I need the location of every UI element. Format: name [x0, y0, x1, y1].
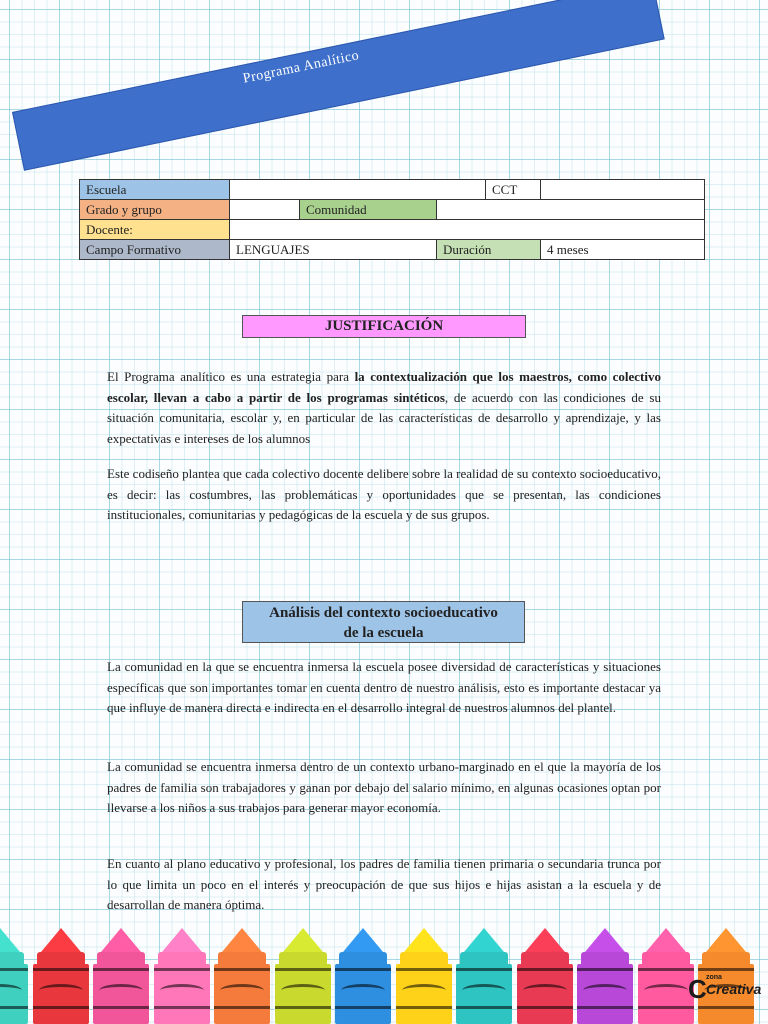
crayon — [517, 928, 573, 1024]
crayon — [335, 928, 391, 1024]
crayon — [456, 928, 512, 1024]
cct-label: CCT — [486, 180, 541, 200]
escuela-label: Escuela — [80, 180, 230, 200]
analisis-paragraph-3: En cuanto al plano educativo y profesional, los padres de familia tienen primaria o secundaria trunca por lo que limita un poco en el interés y preocupación de que sus hijos e hijas asistan a la escuela y de desarrollan de manera óptima. — [107, 856, 661, 913]
paragraph-text: , de acuerdo con las condiciones de su situación comunitaria, escolar y, en particular de las características de desarrollo y aprendizaje, y las expectativas e intereses de los alumnos — [107, 389, 661, 447]
crayon-border — [0, 928, 768, 1024]
campo-value: LENGUAJES — [230, 240, 437, 260]
crayon — [0, 928, 28, 1024]
banner-title: Programa Analítico — [241, 48, 361, 87]
logo-creativa-text: Creativa — [706, 981, 762, 997]
analisis-heading-line1: Análisis del contexto socioeducativo — [269, 605, 498, 621]
crayon — [638, 928, 694, 1024]
grado-value — [230, 200, 300, 220]
duracion-value: 4 meses — [541, 240, 705, 260]
school-info-table — [79, 179, 705, 260]
analisis-paragraph-1: La comunidad en la que se encuentra inmersa la escuela posee diversidad de características y situaciones específicas que son importantes tomar en cuenta dentro de nuestro análisis, esto es importante destacar ya que influye de manera directa e indirecta en el desarrollo integral de nuestros alumnos del plantel. — [107, 659, 661, 716]
crayon — [396, 928, 452, 1024]
logo-c-letter: C — [688, 974, 707, 1004]
crayon — [33, 928, 89, 1024]
crayon — [93, 928, 149, 1024]
docente-label: Docente: — [80, 220, 230, 240]
logo-zona-text: zona — [706, 974, 722, 981]
cct-value — [541, 180, 705, 200]
analisis-paragraph-2: La comunidad se encuentra inmersa dentro de un contexto urbano-marginado en el que la mayoría de los padres de familia son trabajadores y ganan por debajo del salario mínimo, en algunas ocasiones optan por llevarse a los niños a sus trabajos para generar mayor economía. — [107, 759, 661, 816]
table-row — [80, 240, 705, 260]
table-row — [80, 180, 705, 200]
paragraph-bold-text: la contextualización que los maestros, como colectivo escolar, llevan a cabo a partir de los programas sintéticos — [107, 369, 662, 405]
comunidad-label: Comunidad — [300, 200, 437, 220]
justificacion-heading: JUSTIFICACIÓN — [242, 315, 526, 338]
crayon — [154, 928, 210, 1024]
analisis-heading-line2: de la escuela — [343, 625, 424, 641]
title-banner — [12, 0, 665, 171]
zona-creativa-logo — [688, 972, 762, 1006]
crayon — [214, 928, 270, 1024]
comunidad-value — [437, 200, 705, 220]
grado-label: Grado y grupo — [80, 200, 230, 220]
analisis-heading — [242, 601, 525, 643]
duracion-label: Duración — [437, 240, 541, 260]
table-row — [80, 220, 705, 240]
justificacion-paragraph-2: Este codiseño plantea que cada colectivo docente delibere sobre la realidad de su contexto socioeducativo, es decir: las costumbres, las problemáticas y oportunidades que se presentan, las condiciones institucionales, comunitarias y pedagógicas de la escuela y de sus grupos. — [107, 466, 661, 523]
escuela-value — [230, 180, 486, 200]
crayon — [275, 928, 331, 1024]
docente-value — [230, 220, 705, 240]
crayon — [577, 928, 633, 1024]
justificacion-paragraph-1 — [107, 367, 661, 450]
campo-label: Campo Formativo — [80, 240, 230, 260]
paragraph-text: El Programa analítico es una estrategia para — [107, 369, 355, 384]
table-row — [80, 200, 705, 220]
